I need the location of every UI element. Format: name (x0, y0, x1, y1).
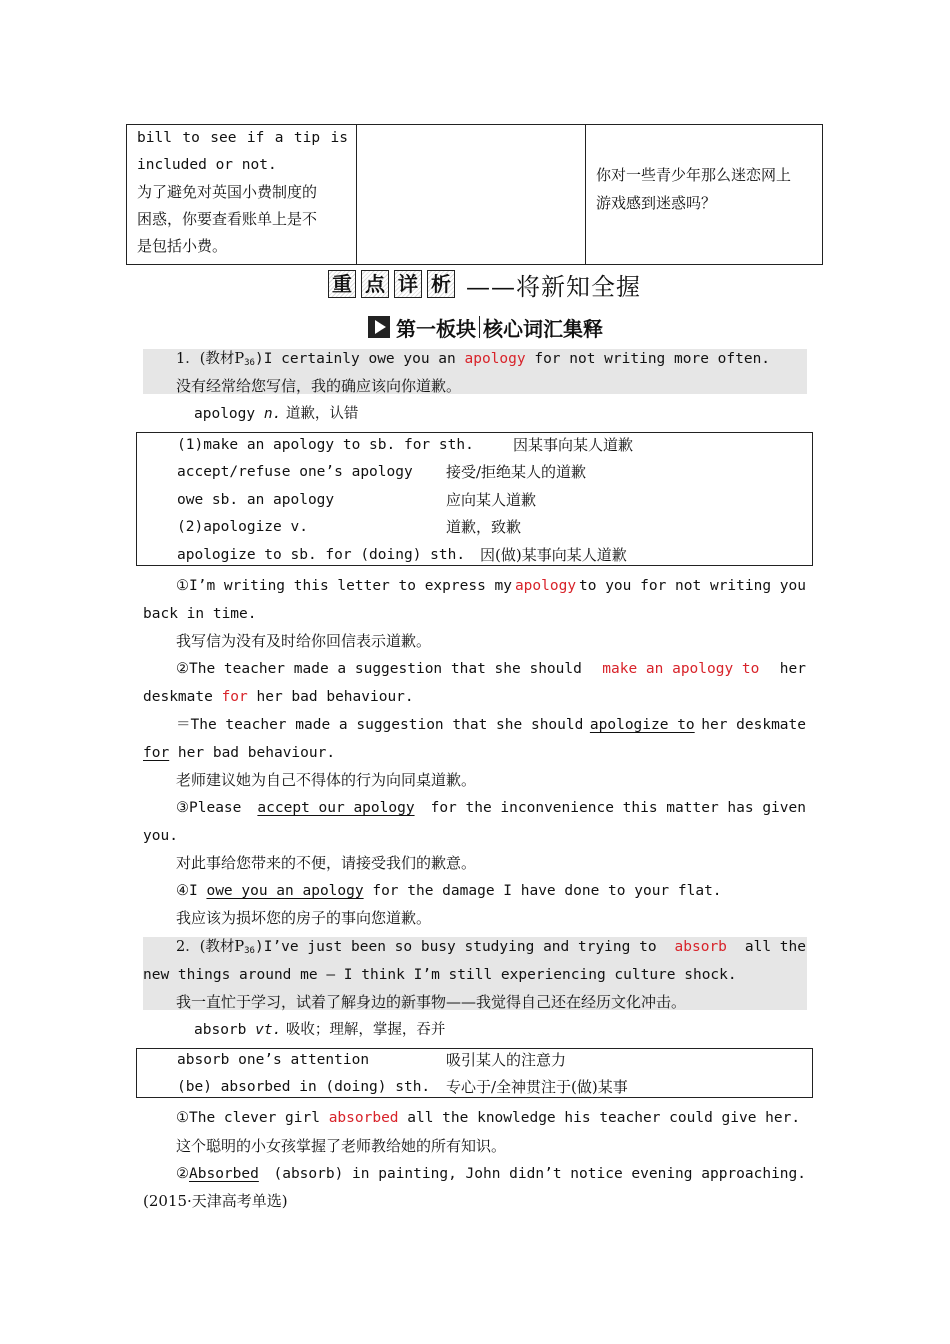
ex1-keyword: apology (514, 578, 577, 594)
box2-r1-en: absorb one’s attention (177, 1052, 370, 1068)
cell1-en-text1 (137, 125, 348, 153)
item1-ex3-zh: 对此事给您带来的不便，请接受我们的歉意。 (176, 854, 477, 872)
item2-keyword: absorb (674, 939, 727, 955)
box1-r5-en: apologize to sb. for (doing) sth. (177, 547, 466, 563)
subheading-left: 第一板块 (396, 316, 476, 341)
box1-r1-en: (1)make an apology to sb. for sth. (177, 437, 474, 453)
top-table (126, 124, 823, 265)
ex2-e: ＝The teacher made a suggestion that she should (176, 717, 584, 733)
table-cell-2 (357, 125, 586, 264)
item1-ex4-line1 (176, 881, 722, 901)
ex3-underline: accept our apology (257, 800, 415, 816)
item2-def-zh: 吸收；理解，掌握，吞并 (281, 1022, 446, 1038)
item1-en-a: )I certainly owe you an (254, 351, 465, 367)
item1-ex2-line2 (143, 687, 414, 707)
ex2-d: her bad behaviour. (247, 689, 414, 705)
table-cell-3 (586, 125, 824, 264)
item1-ex2-line4 (143, 743, 335, 763)
item2-ex1-a: ①The clever girl (176, 1110, 329, 1126)
ex2-underline2: for (143, 745, 170, 761)
item2-ex1-b: all the knowledge his teacher could give her. (398, 1110, 801, 1126)
item1-sentence (176, 349, 770, 373)
item2-zh: 我一直忙于学习，试着了解身边的新事物——我觉得自己还在经历文化冲击。 (176, 993, 687, 1011)
item1-def-pos: n. (263, 406, 282, 422)
item2-sentence-line1 (176, 937, 806, 961)
ex2-b: her (779, 661, 806, 677)
ex2-g: her bad behaviour. (169, 745, 336, 761)
ex1-b: to you for not writing you (579, 578, 806, 594)
box2-r2-en: (be) absorbed in (doing) sth. (177, 1079, 431, 1095)
heading-char-3: 详 (394, 270, 422, 298)
item2-ex2-b: (absorb) in painting, John didn’t notice evening approaching. (273, 1166, 806, 1182)
item1-ex2-line1 (176, 659, 806, 679)
ex4-a: ④I (176, 883, 207, 899)
box2-r1-zh: 吸引某人的注意力 (446, 1051, 567, 1069)
item2-ex2-a: ② (176, 1166, 189, 1182)
item1-ex1-line2: back in time. (143, 606, 257, 622)
box1-r3-en: owe sb. an apology (177, 492, 335, 508)
ex1-a: ①I’m writing this letter to express my (176, 578, 512, 594)
ex3-a: ③Please (176, 800, 242, 816)
box1-r2-en: accept/refuse one’s apology (177, 464, 413, 480)
cell1-en-line2: included or not. (137, 157, 277, 173)
ex2-c: deskmate (143, 689, 222, 705)
item1-num: 1．(教材P (176, 351, 245, 367)
ex2-underline1: apologize to (589, 717, 695, 733)
heading-char-1: 重 (328, 270, 356, 298)
item2-en-a: )I’ve just been so busy studying and trying to (254, 939, 657, 955)
item2-sentence-line2: new things around me — I think I’m still experiencing culture shock. (143, 967, 737, 983)
item2-num: 2．(教材P (176, 939, 245, 955)
box1-r1-zh: 因某事向某人道歉 (513, 436, 634, 454)
item1-keyword: apology (464, 351, 526, 367)
justified-word: see (210, 130, 237, 146)
subheading-right: 核心词汇集释 (483, 316, 603, 341)
item1-definition (194, 404, 358, 424)
item2-ex2-underline: Absorbed (189, 1166, 259, 1182)
item1-ex1-line1 (176, 576, 806, 596)
cell1-zh-line2: 困惑，你要查看账单上是不 (137, 210, 318, 228)
item1-sub: 36 (244, 358, 255, 368)
section-heading (328, 268, 641, 300)
item2-def-pos: vt. (255, 1022, 282, 1038)
item2-sub: 36 (244, 946, 255, 956)
item1-def-zh: 道歉，认错 (281, 406, 359, 422)
heading-suffix: ——将新知全握 (466, 272, 641, 301)
item1-ex2-line3 (176, 715, 806, 735)
heading-char-4: 析 (427, 270, 455, 298)
cell3-zh-line1: 你对一些青少年那么迷恋网上 (596, 166, 792, 184)
ex2-keyword2: for (221, 689, 248, 705)
item1-def-word: apology (194, 406, 264, 422)
box1-r4-zh: 道歉，致歉 (446, 518, 522, 536)
justified-word: a (274, 130, 284, 146)
cell1-zh-line1: 为了避免对英国小费制度的 (137, 183, 318, 201)
box1-r4-en: (2)apologize v. (177, 519, 308, 535)
play-icon (368, 316, 390, 338)
cell1-en-line1 (137, 125, 348, 153)
item2-ex2-line2: (2015·天津高考单选) (143, 1192, 288, 1210)
ex2-keyword1: make an apology to (602, 661, 760, 677)
ex4-underline: owe you an apology (206, 883, 364, 899)
item1-ex4-zh: 我应该为损坏您的房子的事向您道歉。 (176, 909, 432, 927)
heading-char-2: 点 (361, 270, 389, 298)
ex2-a: ②The teacher made a suggestion that she should (176, 661, 582, 677)
justified-word: to (182, 130, 200, 146)
item1-ex2-zh: 老师建议她为自己不得体的行为向同桌道歉。 (176, 771, 477, 789)
cell3-zh-line2: 游戏感到迷惑吗？ (596, 194, 717, 212)
justified-word: is (330, 130, 348, 146)
box1-r3-zh: 应向某人道歉 (446, 491, 537, 509)
justified-word: tip (293, 130, 321, 146)
item1-ex1-zh: 我写信为没有及时给你回信表示道歉。 (176, 632, 432, 650)
item2-ex2-line1 (176, 1164, 806, 1184)
ex3-b: for the inconvenience this matter has given (430, 800, 806, 816)
item2-en-b: all the (744, 939, 806, 955)
ex4-b: for the damage I have done to your flat. (363, 883, 722, 899)
box2-r2-zh: 专心于/全神贯注于(做)某事 (446, 1078, 628, 1096)
item1-ex3-line2: you. (143, 828, 178, 844)
ex2-f: her deskmate (701, 717, 806, 733)
justified-word: if (246, 130, 265, 146)
box1-r5-zh: 因(做)某事向某人道歉 (480, 546, 627, 564)
item1-zh: 没有经常给您写信，我的确应该向你道歉。 (176, 377, 462, 395)
item2-definition (194, 1020, 445, 1040)
item2-ex1-zh: 这个聪明的小女孩掌握了老师教给她的所有知识。 (176, 1137, 507, 1155)
item2-ex1-line1 (176, 1108, 800, 1128)
box1-r2-zh: 接受/拒绝某人的道歉 (446, 463, 587, 481)
table-cell-1 (127, 125, 357, 264)
item2-ex1-keyword: absorbed (328, 1110, 399, 1126)
item1-ex3-line1 (176, 798, 806, 818)
subheading-divider (479, 316, 480, 338)
cell1-zh-line3: 是包括小费。 (137, 237, 228, 255)
sub-heading (368, 312, 603, 342)
item1-en-b: for not writing more often. (525, 351, 771, 367)
item2-def-word: absorb (194, 1022, 256, 1038)
justified-word: bill (137, 130, 172, 146)
